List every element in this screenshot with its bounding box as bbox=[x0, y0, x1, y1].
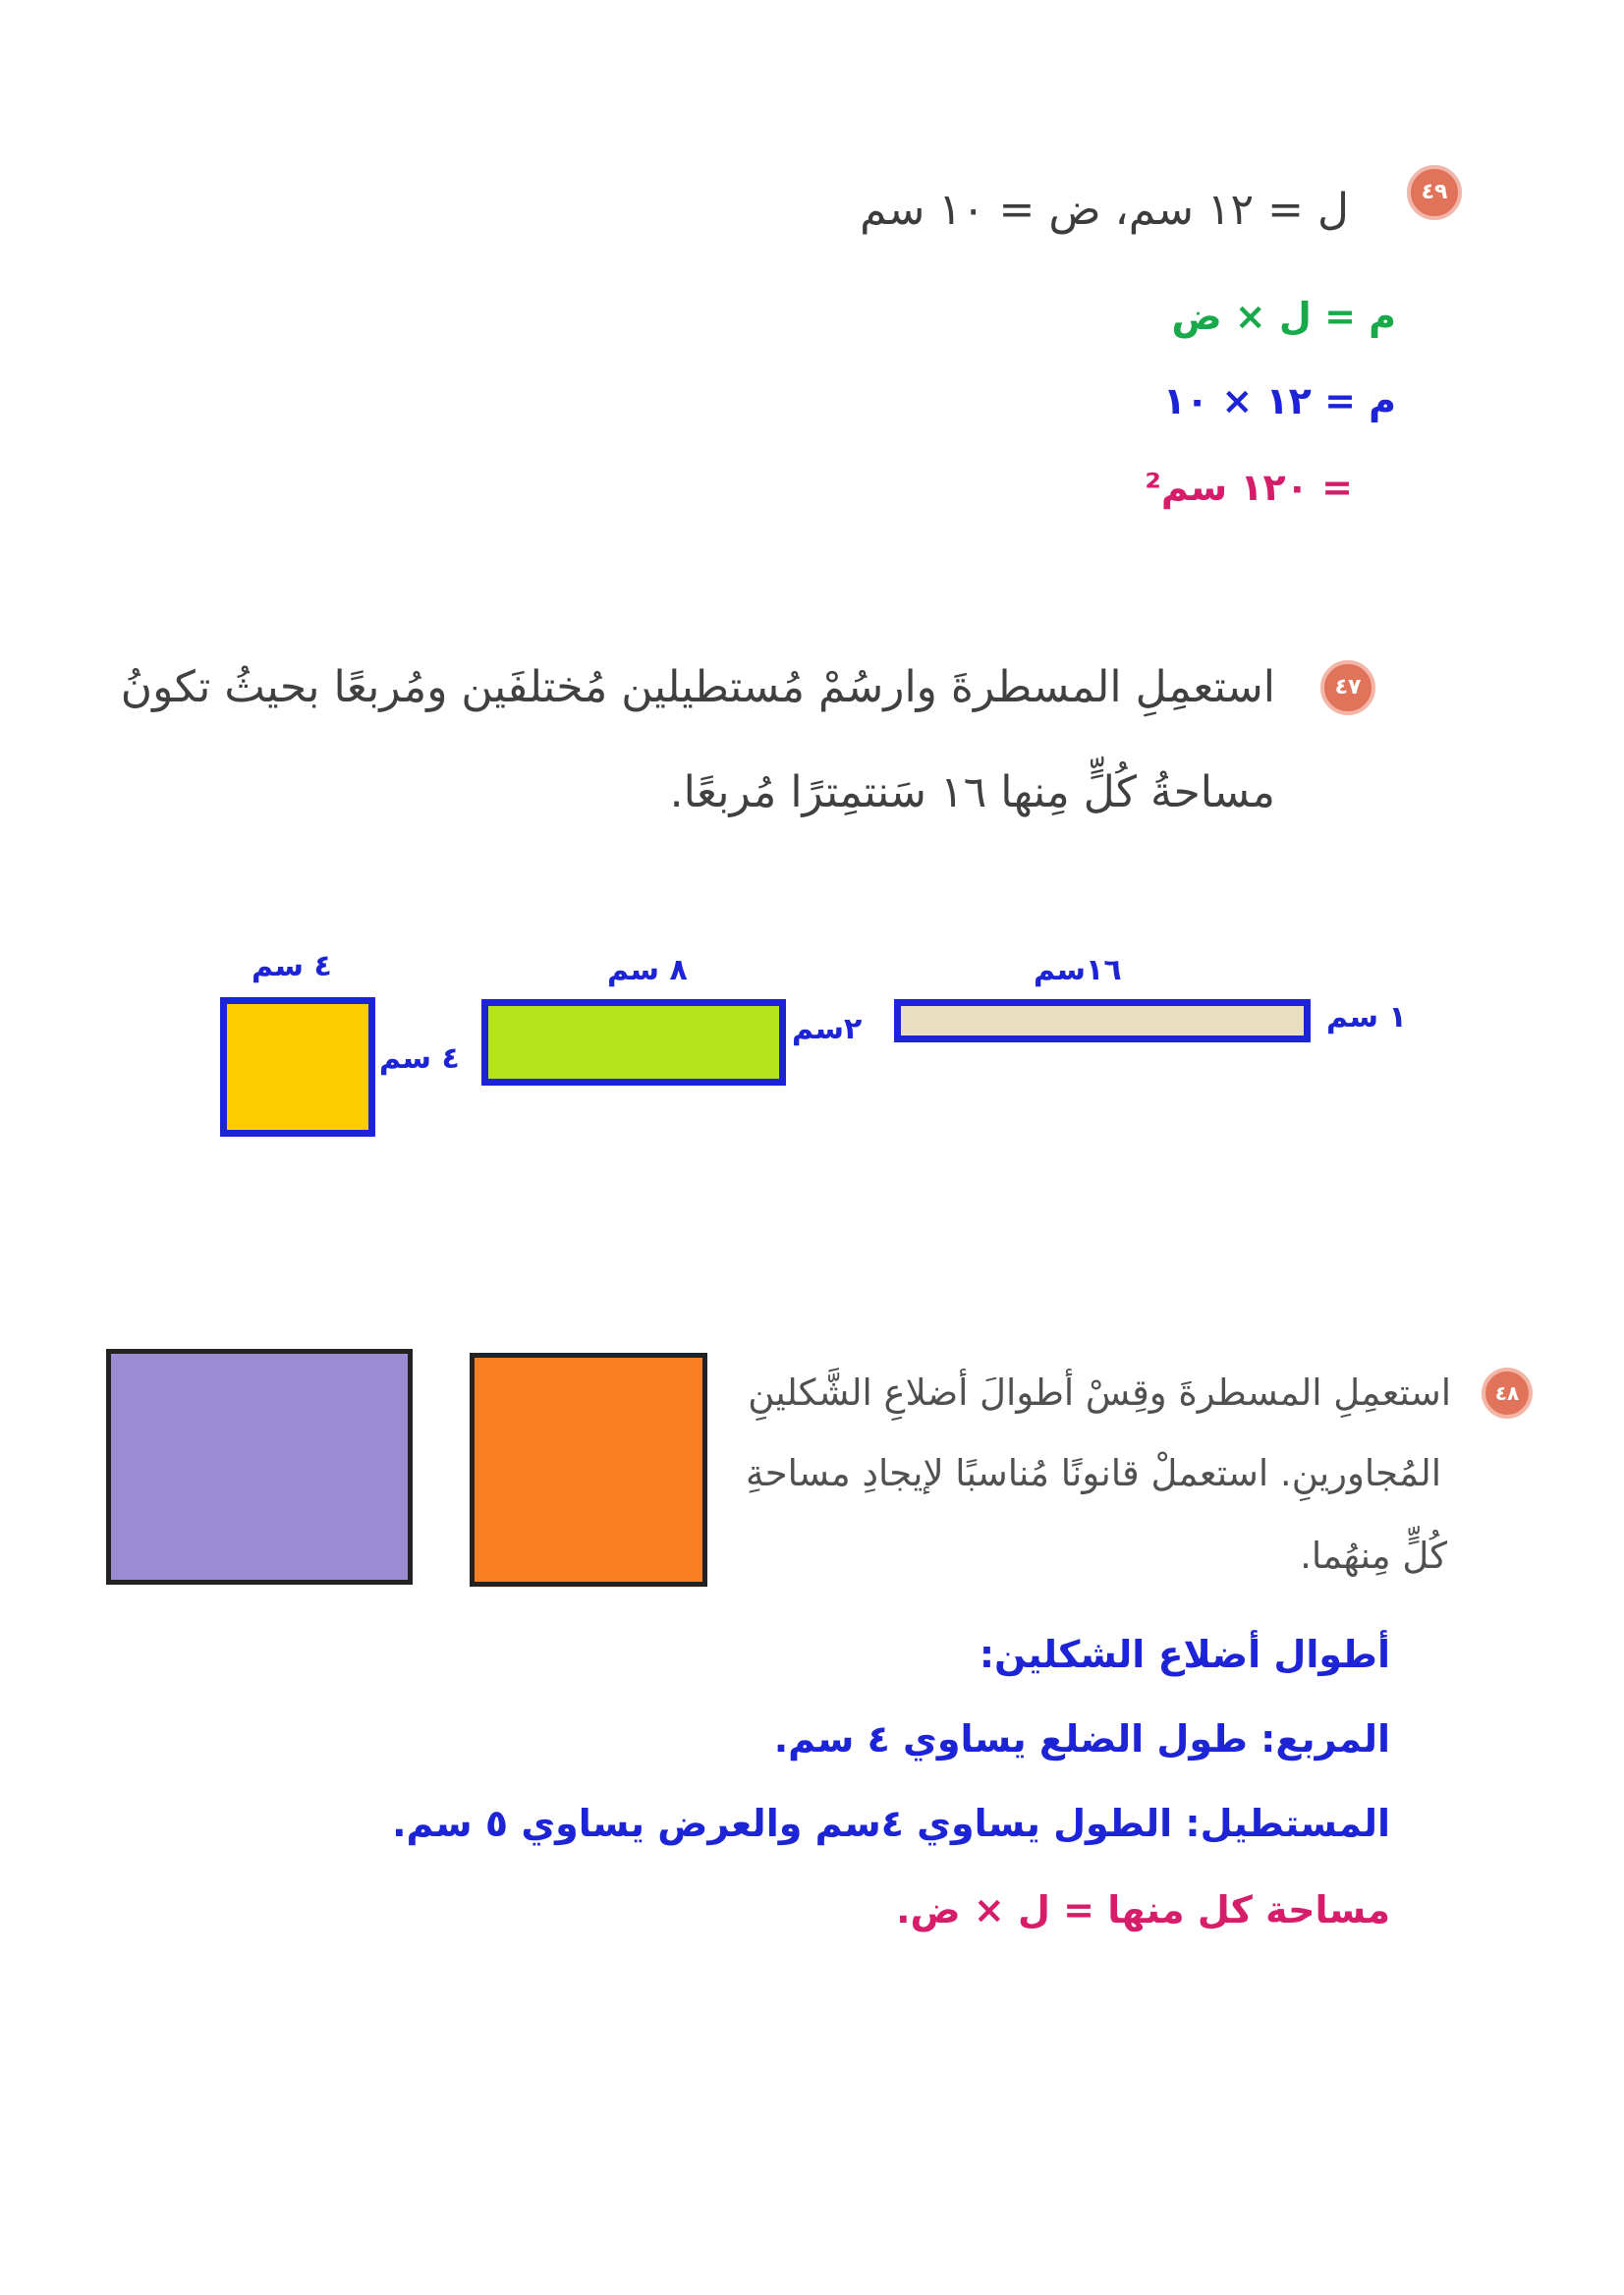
answer-heading: أطوال أضلاع الشكلين: bbox=[979, 1633, 1390, 1676]
rect-16x1-length-label: ١٦سم bbox=[1034, 953, 1122, 987]
question-number-48: ٤٨ bbox=[1482, 1368, 1533, 1419]
question-number-49: ٤٩ bbox=[1407, 165, 1462, 220]
q47-line-2: مساحةُ كُلٍّ مِنها ١٦ سَنتمِترًا مُربعًا. bbox=[669, 767, 1275, 817]
answer-rectangle: المستطيل: الطول يساوي ٤سم والعرض يساوي ٥ سم. bbox=[392, 1802, 1390, 1845]
square-4x4-width-label: ٤ سم bbox=[379, 1041, 460, 1076]
rectangle-16x1 bbox=[894, 999, 1311, 1042]
q49-result: = ١٢٠ سم² bbox=[1145, 466, 1353, 509]
rect-8x2-width-label: ٢سم bbox=[792, 1012, 863, 1046]
q48-line-3: كُلٍّ مِنهُما. bbox=[1300, 1535, 1447, 1577]
square-4x4-length-label: ٤ سم bbox=[252, 949, 332, 983]
rectangle-8x2 bbox=[481, 999, 786, 1086]
answer-square: المربع: طول الضلع يساوي ٤ سم. bbox=[773, 1717, 1390, 1761]
q49-given: ل = ١٢ سم، ض = ١٠ سم bbox=[860, 185, 1349, 235]
answer-area: مساحة كل منها = ل × ض. bbox=[896, 1888, 1390, 1931]
purple-rectangle-figure bbox=[470, 1353, 707, 1587]
q48-line-2: المُجاورينِ. استعملْ قانونًا مُناسبًا لإيجادِ مساحةِ bbox=[745, 1452, 1441, 1494]
question-number-47: ٤٧ bbox=[1320, 660, 1375, 715]
square-4x4 bbox=[220, 997, 375, 1137]
q49-substitution: م = ١٢ × ١٠ bbox=[1162, 379, 1396, 422]
rect-16x1-width-label: ١ سم bbox=[1326, 1000, 1407, 1035]
q47-line-1: استعمِلِ المسطرةَ وارسُمْ مُستطيلين مُختلفَين ومُربعًا بحيثُ تكونُ bbox=[120, 662, 1275, 712]
q48-line-1: استعمِلِ المسطرةَ وقِسْ أطوالَ أضلاعِ الشَّكلينِ bbox=[748, 1371, 1451, 1414]
rect-8x2-length-label: ٨ سم bbox=[607, 953, 688, 987]
q49-formula: م = ل × ض bbox=[1171, 295, 1396, 338]
orange-square-figure bbox=[106, 1349, 413, 1585]
